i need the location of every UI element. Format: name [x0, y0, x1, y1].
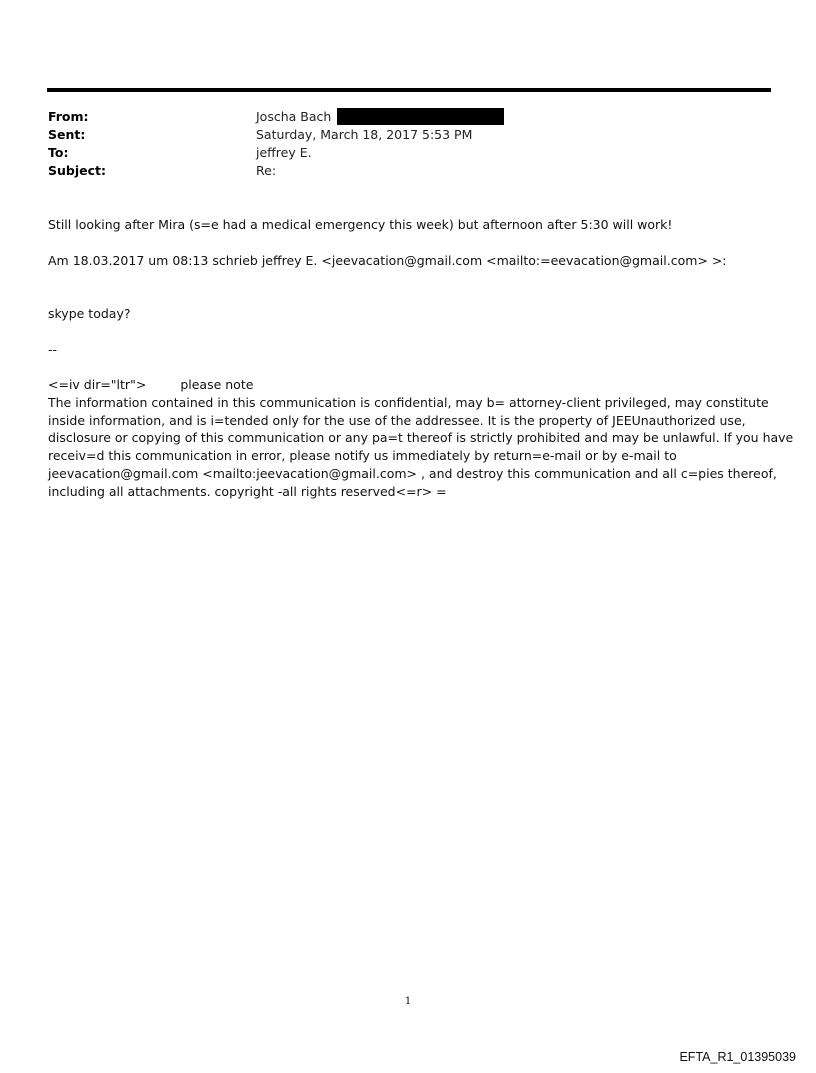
footer-line: including all attachments. copyright -all rights reserved<=r> =	[48, 483, 447, 499]
redaction-box	[337, 108, 504, 125]
from-value: Joscha Bach	[256, 109, 332, 124]
to-row	[48, 144, 768, 162]
to-value: jeffrey E.	[256, 145, 312, 160]
from-label: From:	[48, 109, 89, 124]
subject-value: Re:	[256, 163, 277, 178]
sent-label: Sent:	[48, 127, 86, 142]
footer-line: inside information, and is i=tended only for the use of the addressee. It is the property of JEEUnauthorized use,	[48, 412, 746, 428]
from-row	[48, 108, 768, 126]
footer-note: please note	[180, 377, 254, 392]
subject-label: Subject:	[48, 163, 106, 178]
header-divider	[47, 88, 771, 92]
subject-row	[48, 162, 768, 180]
sent-row	[48, 126, 768, 144]
quote-intro: Am 18.03.2017 um 08:13 schrieb jeffrey E. <jeevacation@gmail.com <mailto:=eevacation@gmail.com> >:	[48, 253, 727, 268]
sent-value: Saturday, March 18, 2017 5:53 PM	[256, 127, 473, 142]
document-id: EFTA_R1_01395039	[679, 1050, 796, 1064]
footer-line: disclosure or copying of this communication or any pa=t thereof is strictly prohibited and may be unlawful. If you have	[48, 430, 794, 446]
footer-line: The information contained in this communication is confidential, may b= attorney-client privileged, may constitute	[48, 394, 769, 410]
footer-line: receiv=d this communication in error, please notify us immediately by return=e-mail or by e-mail to	[48, 448, 677, 464]
footer-line: jeevacation@gmail.com <mailto:jeevacation@gmail.com> , and destroy this communication and all c=pies thereof,	[48, 465, 777, 481]
from-value-wrapper	[256, 108, 504, 126]
reply-paragraph: Still looking after Mira (s=e had a medical emergency this week) but afternoon after 5:30 will work!	[48, 217, 673, 232]
footer-tag-line	[48, 376, 768, 394]
page-number: 1	[404, 996, 412, 1007]
email-header	[48, 108, 768, 180]
footer-tag: <=iv dir="ltr">	[48, 377, 147, 392]
signature-separator: --	[48, 342, 58, 357]
quoted-message: skype today?	[48, 306, 131, 321]
to-label: To:	[48, 145, 69, 160]
confidentiality-footer	[48, 376, 794, 501]
